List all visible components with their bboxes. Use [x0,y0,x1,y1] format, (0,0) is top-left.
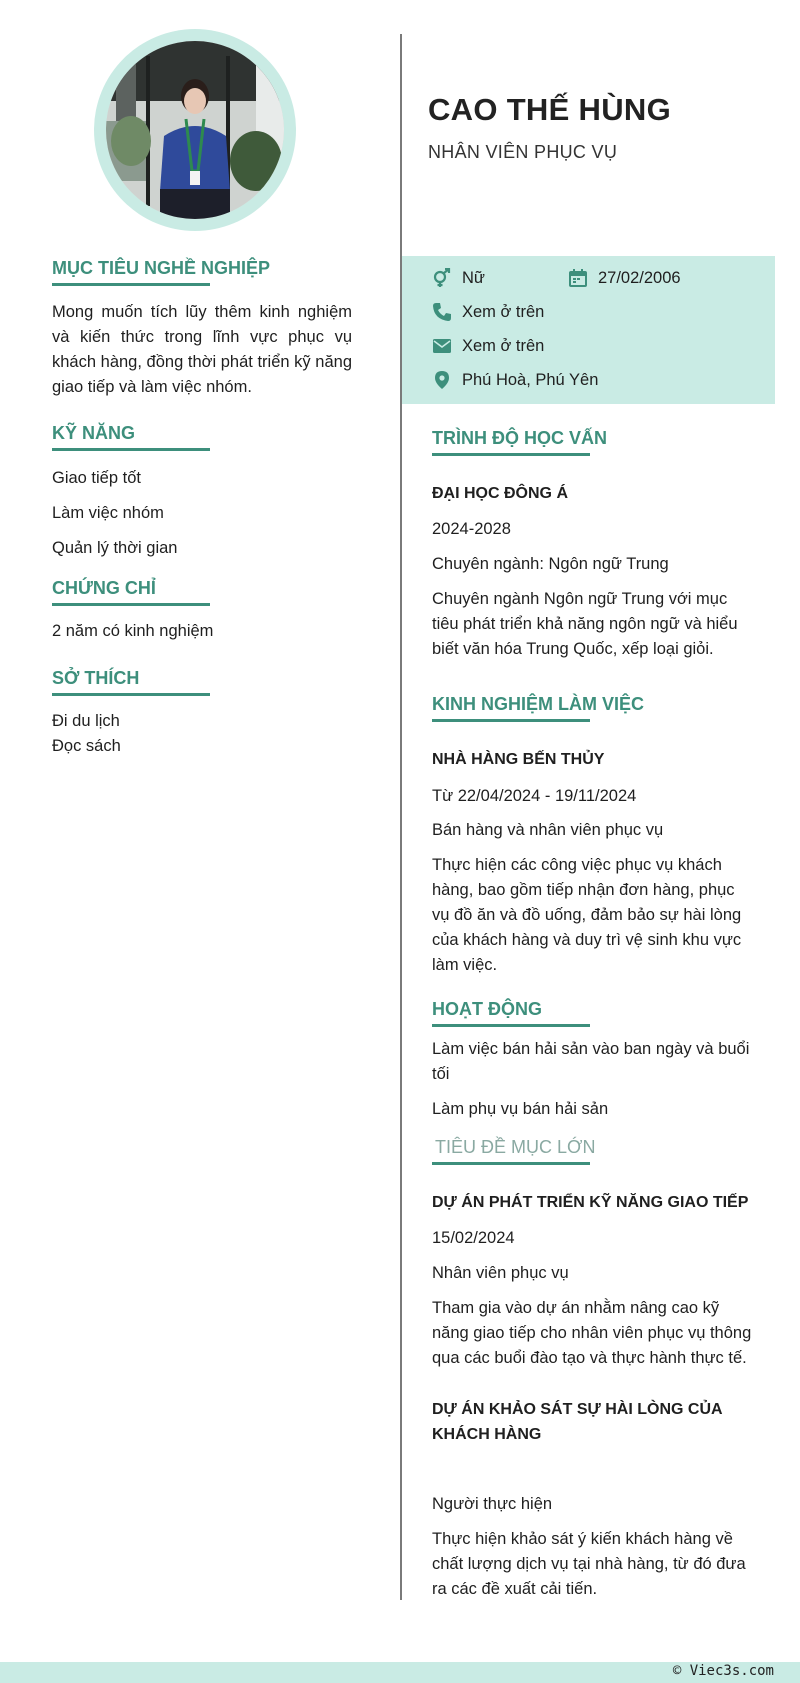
experience-company: NHÀ HÀNG BẾN THỦY [432,751,605,768]
hobbies-rule [52,693,210,696]
contact-panel [402,256,775,404]
objective-title: MỤC TIÊU NGHỀ NGHIỆP [52,258,271,278]
education-school: ĐẠI HỌC ĐÔNG Á [432,485,568,502]
objective-text: Mong muốn tích lũy thêm kinh nghiệm và kiến thức trong lĩnh vực phục vụ khách hàng, đồng thời phát triển kỹ năng giao tiếp và làm việc nhóm. [52,303,352,396]
project-description: Thực hiện khảo sát ý kiến khách hàng về chất lượng dịch vụ tại nhà hàng, từ đó đưa ra các đề xuất cải tiến. [432,1530,746,1598]
experience-section [432,694,752,978]
location-icon [432,370,452,390]
mail-icon [432,336,452,356]
phone-value: Xem ở trên [462,302,545,321]
watermark: © Viec3s.com [672,1663,774,1679]
birthday-value: 27/02/2006 [598,268,681,287]
contact-phone [432,302,544,322]
activities-rule [432,1024,590,1027]
gender-icon [432,268,452,288]
skill-item: Làm việc nhóm [52,504,164,522]
experience-description: Thực hiện các công việc phục vụ khách hàng, bao gồm tiếp nhận đơn hàng, phục vụ đồ ăn và đồ uống, đảm bảo sự hài lòng của khách hàng và duy trì vệ sinh khu vực làm việc. [432,856,742,974]
project-name: DỰ ÁN KHẢO SÁT SỰ HÀI LÒNG CỦA KHÁCH HÀNG [432,1401,722,1443]
skills-rule [52,448,210,451]
activities-section [432,999,752,1122]
experience-period: Từ 22/04/2024 - 19/11/2024 [432,787,637,805]
hobby-item: Đi du lịch [52,712,120,730]
contact-gender [432,268,485,288]
skills-title: KỸ NĂNG [52,423,136,443]
contact-email [432,336,544,356]
email-value: Xem ở trên [462,336,545,355]
project-role: Người thực hiện [432,1495,553,1513]
certificates-rule [52,603,210,606]
hobbies-section [52,668,352,756]
activity-item: Làm việc bán hải sản vào ban ngày và buổi tối [432,1040,750,1083]
hobby-item: Đọc sách [52,737,121,755]
projects-section [432,1137,752,1602]
skills-section [52,423,352,558]
experience-position: Bán hàng và nhân viên phục vụ [432,821,664,839]
education-period: 2024-2028 [432,520,511,538]
contact-birthday [568,268,681,288]
education-major: Chuyên ngành: Ngôn ngữ Trung [432,555,669,573]
certificate-item: 2 năm có kinh nghiệm [52,622,214,640]
experience-title: KINH NGHIỆM LÀM VIỆC [432,694,645,714]
projects-rule [432,1162,590,1165]
candidate-name: CAO THẾ HÙNG [428,92,671,127]
objective-rule [52,283,210,286]
calendar-icon [568,268,588,288]
education-title: TRÌNH ĐỘ HỌC VẤN [432,428,607,448]
gender-value: Nữ [462,268,485,287]
project-name: DỰ ÁN PHÁT TRIỂN KỸ NĂNG GIAO TIẾP [432,1194,749,1211]
education-section [432,428,752,662]
contact-address [432,370,598,390]
skill-item: Giao tiếp tốt [52,469,141,487]
avatar [106,41,284,219]
objective-section [52,258,352,400]
footer-bar [0,1662,800,1683]
project-description: Tham gia vào dự án nhằm nâng cao kỹ năng giao tiếp cho nhân viên phục vụ thông qua các buổi đào tạo và thực hành thực tế. [432,1299,752,1367]
hobbies-title: SỞ THÍCH [52,668,140,688]
education-description: Chuyên ngành Ngôn ngữ Trung với mục tiêu phát triển khả năng ngôn ngữ và hiểu biết văn hóa Trung Quốc, xếp loại giỏi. [432,590,738,658]
certificates-section [52,578,352,641]
avatar-photo [106,41,284,219]
certificates-title: CHỨNG CHỈ [52,578,156,598]
address-value: Phú Hoà, Phú Yên [462,370,599,389]
project-date: 15/02/2024 [432,1229,515,1247]
activity-item: Làm phụ vụ bán hải sản [432,1100,609,1118]
skill-item: Quản lý thời gian [52,539,178,557]
activities-title: HOẠT ĐỘNG [432,999,542,1019]
project-role: Nhân viên phục vụ [432,1264,569,1282]
candidate-role: NHÂN VIÊN PHỤC VỤ [428,142,618,162]
projects-title: TIÊU ĐỀ MỤC LỚN [435,1137,596,1157]
experience-rule [432,719,590,722]
phone-icon [432,302,452,322]
education-rule [432,453,590,456]
